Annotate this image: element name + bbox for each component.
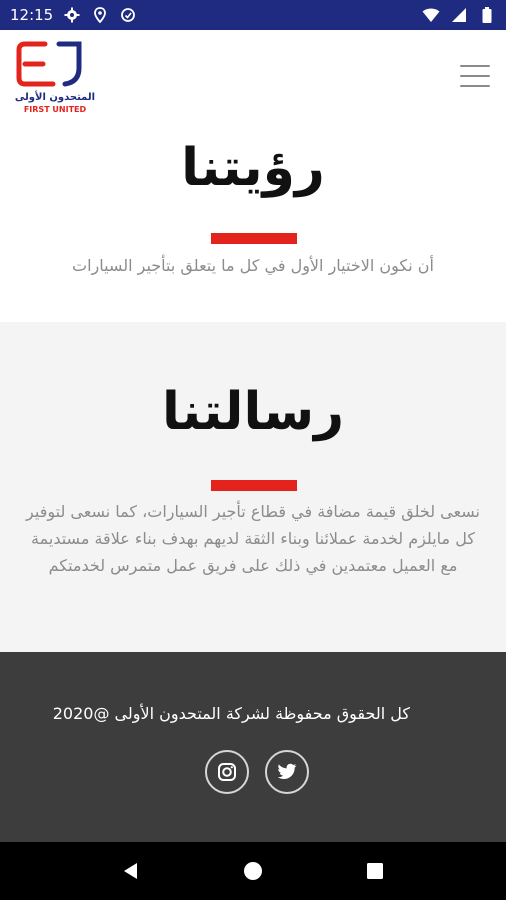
copyright-text: كل الحقوق محفوظة لشركة المتحدون الأولى @2020 xyxy=(52,704,410,723)
location-icon xyxy=(91,6,109,24)
instagram-icon xyxy=(217,762,237,782)
recents-icon xyxy=(366,862,384,880)
mission-text: نسعى لخلق قيمة مضافة في قطاع تأجير السيارات، كما نسعى لتوفير كل مايلزم لخدمة عملائنا وبناء الثقة لديهم بهدف بناء علاقة مستديمة مع العميل معتمدين في ذلك على فريق عمل متمرس لخدمتكم xyxy=(26,502,480,575)
home-icon xyxy=(243,861,263,881)
status-left xyxy=(10,6,137,24)
recents-button[interactable] xyxy=(360,856,390,886)
social-links xyxy=(0,750,506,794)
status-bar xyxy=(0,0,506,30)
logo-arabic-text: المتحدون الأولى xyxy=(14,92,96,103)
footer xyxy=(0,652,506,842)
system-nav-bar xyxy=(0,842,506,900)
battery-icon xyxy=(478,6,496,24)
gear-icon xyxy=(63,6,81,24)
hamburger-line xyxy=(460,75,490,77)
twitter-icon xyxy=(277,763,297,781)
home-button[interactable] xyxy=(238,856,268,886)
instagram-button[interactable] xyxy=(205,750,249,794)
hamburger-line xyxy=(460,85,490,87)
wifi-icon xyxy=(422,6,440,24)
logo-english-text: FIRST UNITED xyxy=(23,105,87,114)
mission-title: رسالتنا xyxy=(161,382,345,442)
status-time: 12:15 xyxy=(10,6,54,24)
vision-section xyxy=(0,122,506,322)
mission-section xyxy=(0,322,506,652)
mission-accent-bar xyxy=(211,480,297,491)
first-united-logo[interactable] xyxy=(10,36,100,116)
hamburger-line xyxy=(460,65,490,67)
hamburger-icon[interactable] xyxy=(460,65,490,87)
status-right xyxy=(422,6,496,24)
data-saver-icon xyxy=(119,6,137,24)
back-button[interactable] xyxy=(116,856,146,886)
vision-accent-bar xyxy=(211,233,297,244)
vision-title: رؤيتنا xyxy=(181,138,325,198)
twitter-button[interactable] xyxy=(265,750,309,794)
logo-mark xyxy=(13,38,97,114)
app-header xyxy=(0,30,506,122)
back-icon xyxy=(121,861,141,881)
vision-text: أن نكون الاختيار الأول في كل ما يتعلق بتأجير السيارات xyxy=(72,256,434,275)
signal-icon xyxy=(450,6,468,24)
